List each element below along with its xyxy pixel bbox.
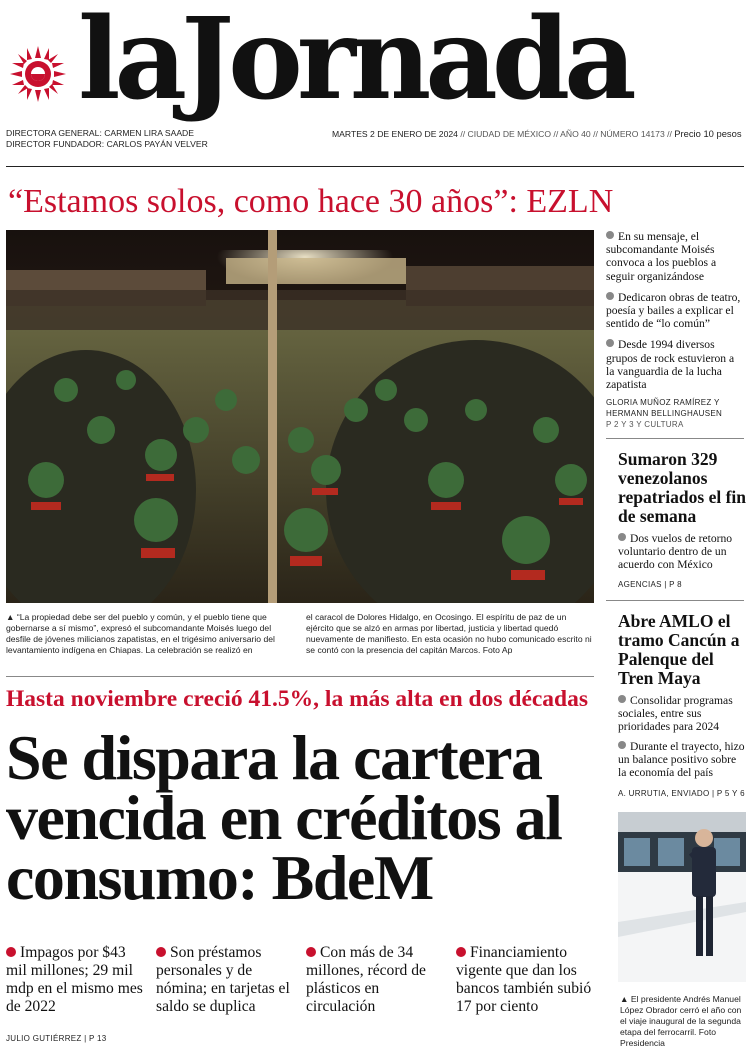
main-headline[interactable]: Se dispara la cartera vencida en créditos al consumo: BdeM (6, 722, 562, 913)
story-venezolanos-headline[interactable]: Sumaron 329 venezolanos repatriados el fin de semana (618, 449, 747, 526)
story-tren-maya-item[interactable]: Consolidar programas sociales, entre sus prioridades para 2024 (618, 694, 733, 734)
sun-logo-icon (8, 44, 68, 104)
lead-headline[interactable]: “Estamos solos, como hace 30 años”: EZLN (8, 183, 614, 220)
lead-side-item[interactable]: En su mensaje, el subcomandante Moisés convoca a los pueblos a seguir organizándose (606, 230, 717, 283)
bullet-icon (606, 292, 614, 300)
lead-authors: GLORIA MUÑOZ RAMÍREZ Y HERMANN BELLINGHAUSEN (606, 398, 723, 419)
story-venezolanos-credit[interactable]: AGENCIAS | P 8 (618, 579, 682, 589)
main-credit[interactable]: JULIO GUTIÉRREZ | P 13 (6, 1034, 107, 1043)
tren-maya-photo[interactable] (618, 812, 746, 982)
issue-date: MARTES 2 DE ENERO DE 2024 (332, 129, 458, 139)
lead-photo-caption-right: el caracol de Dolores Hidalgo, en Ocosingo. El espíritu de paz de un ejército que se alzó en armas por libertad, justicia y libertad quedó nuevamente de manifiesto. En esta ocasión no hubo comunicado escrito ni se contó con la presencia del capitán Marcos. Foto Ap (306, 612, 592, 655)
bullet-icon (6, 947, 16, 957)
founder-label: DIRECTOR FUNDADOR: (6, 139, 105, 149)
story-tren-maya (618, 612, 746, 798)
bullet-icon (618, 741, 626, 749)
story-tren-maya-headline[interactable]: Abre AMLO el tramo Cancún a Palenque del Tren Maya (618, 611, 740, 688)
lead-photo-caption-left: ▲ “La propiedad debe ser del pueblo y común, y el pueblo tiene que gobernarse a sí mismo”, expresó el subcomandante Moisés luego del desfile de jóvenes milicianos zapatistas, en el trigésimo aniversario del levantamiento indígena en Chiapas. La celebración se realizó en (6, 612, 275, 655)
lead-pages[interactable]: P 2 Y 3 Y CULTURA (606, 420, 684, 430)
story-tren-maya-item[interactable]: Durante el trayecto, hizo un balance positivo sobre la economía del país (618, 739, 745, 780)
tren-maya-photo-caption: ▲ El presidente Andrés Manuel López Obrador cerró el año con el viaje inaugural de la segunda etapa del ferrocarril. Foto Presidencia (620, 994, 742, 1048)
bullet-icon (606, 339, 614, 347)
lead-side-item[interactable]: Desde 1994 diversos grupos de rock estuvieron a la vanguardia de la lucha zapatista (606, 338, 735, 392)
issue-price: Precio 10 pesos (674, 128, 742, 139)
director-name: CARMEN LIRA SAADE (104, 128, 194, 138)
main-divider (6, 676, 594, 677)
main-kicker[interactable]: Hasta noviembre creció 41.5%, la más alta en dos décadas (6, 686, 589, 712)
bullet-icon (456, 947, 466, 957)
lead-photo[interactable] (6, 230, 594, 603)
bullet-icon (156, 947, 166, 957)
story-venezolanos-item[interactable]: Dos vuelos de retorno voluntario dentro de un acuerdo con México (618, 532, 733, 572)
masthead (0, 0, 750, 150)
director-info (6, 128, 208, 150)
issue-city: // CIUDAD DE MÉXICO // AÑO 40 // NÚMERO 14173 // (460, 129, 672, 139)
main-item[interactable]: Son préstamos personales y de nómina; en tarjetas el saldo se duplica (156, 944, 290, 1015)
story-venezolanos (618, 450, 746, 589)
bullet-icon (618, 533, 626, 541)
side-divider-1 (606, 438, 744, 439)
main-item[interactable]: Impagos por $43 mil millones; 29 mil mdp en el mismo mes de 2022 (6, 944, 143, 1015)
logo-wordmark[interactable]: laJornada (78, 0, 631, 125)
story-tren-maya-credit[interactable]: A. URRUTIA, ENVIADO | P 5 Y 6 (618, 789, 745, 799)
lead-side-column (606, 230, 744, 430)
bullet-icon (606, 231, 614, 239)
issue-info (332, 128, 742, 140)
director-label: DIRECTORA GENERAL: (6, 128, 102, 138)
masthead-divider (6, 166, 744, 167)
main-item[interactable]: Con más de 34 millones, récord de plásticos en circulación (306, 944, 426, 1015)
lead-side-item[interactable]: Dedicaron obras de teatro, poesía y bailes a explicar el sentido de “lo común” (606, 290, 741, 331)
bullet-icon (306, 947, 316, 957)
main-item[interactable]: Financiamiento vigente que dan los bancos también subió 17 por ciento (456, 944, 592, 1015)
bullet-icon (618, 695, 626, 703)
founder-name: CARLOS PAYÁN VELVER (106, 139, 208, 149)
side-divider-2 (606, 600, 744, 601)
